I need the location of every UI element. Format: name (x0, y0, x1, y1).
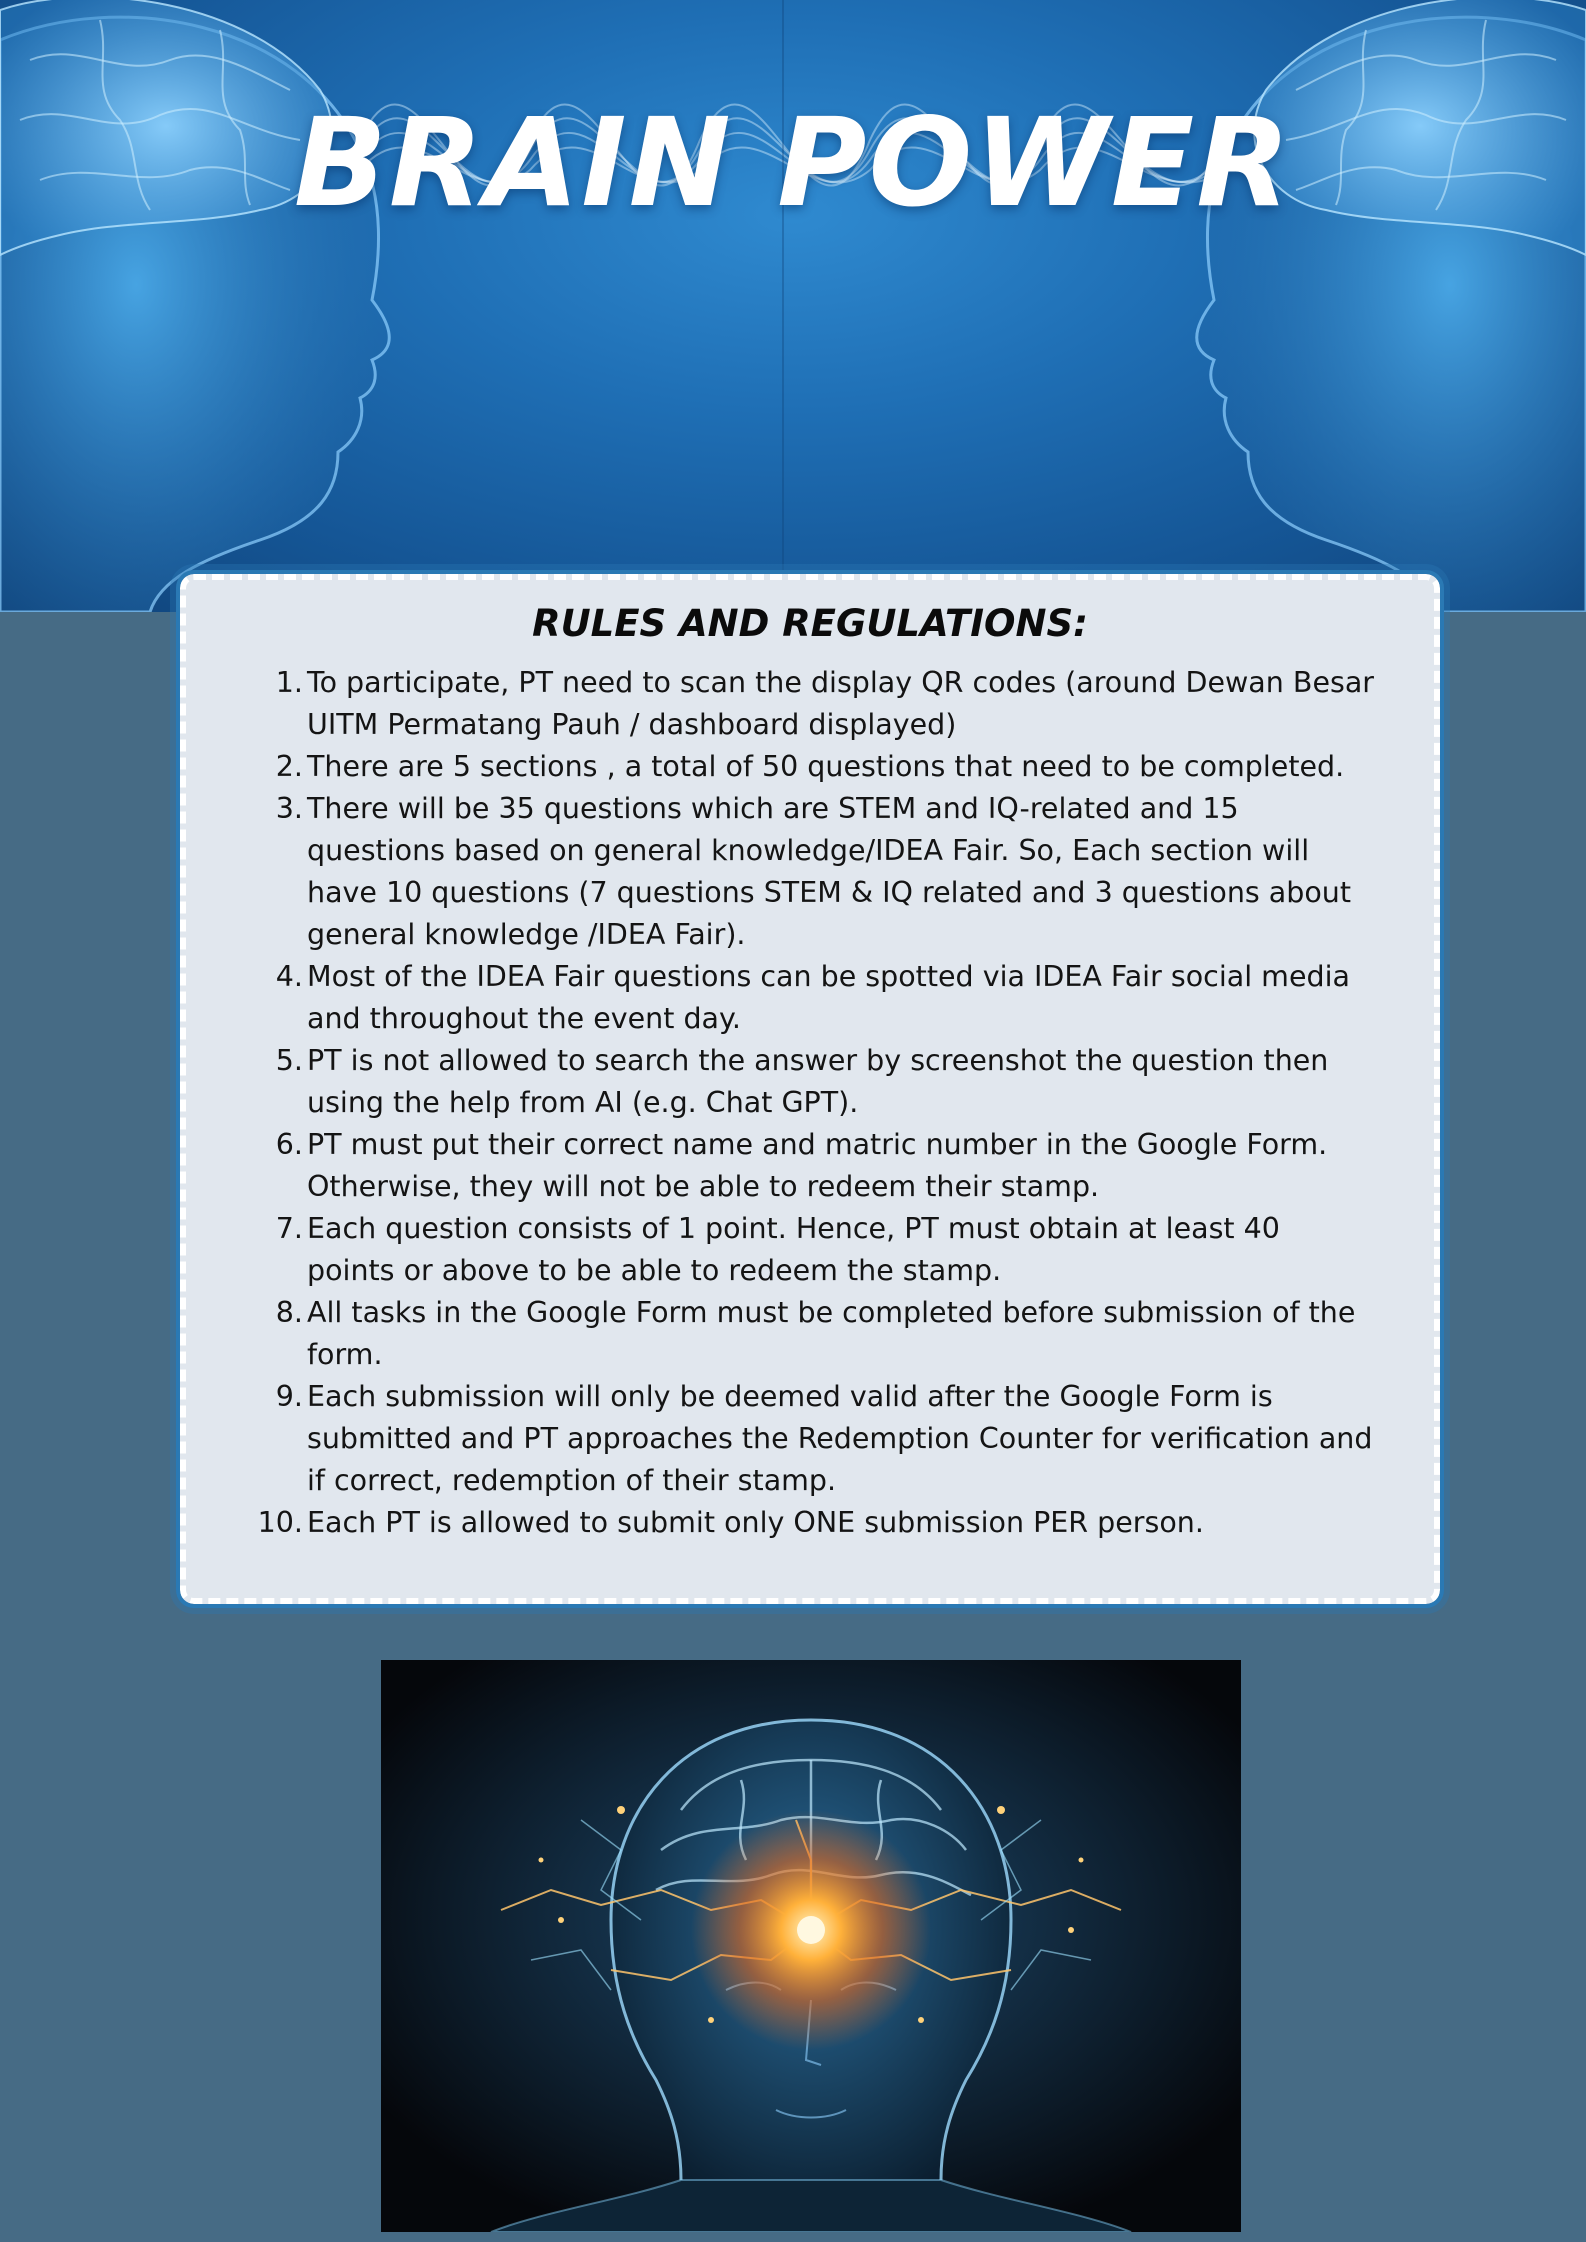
glowing-brain-image (381, 1660, 1241, 2232)
rule-number: 4. (275, 960, 303, 993)
rule-number: 9. (275, 1380, 303, 1413)
rule-number: 7. (275, 1212, 303, 1245)
rules-heading: RULES AND REGULATIONS: (532, 602, 1088, 645)
rule-text: Each question consists of 1 point. Hence, PT must obtain at least 40 points or above to be able to redeem the stamp. (307, 1212, 1280, 1287)
rule-item (186, 1040, 1376, 1124)
rule-text: PT is not allowed to search the answer by screenshot the question then using the help from AI (e.g. Chat GPT). (307, 1044, 1329, 1119)
rule-number: 10. (257, 1506, 303, 1539)
rule-number: 8. (275, 1296, 303, 1329)
rule-number: 5. (275, 1044, 303, 1077)
page-title: BRAIN POWER (293, 92, 1293, 234)
rule-item (186, 1502, 1376, 1544)
rule-item (186, 746, 1376, 788)
rules-list (186, 662, 1376, 1544)
rule-text: Most of the IDEA Fair questions can be spotted via IDEA Fair social media and throughout the event day. (307, 960, 1350, 1035)
rule-item (186, 1208, 1376, 1292)
glowing-brain-illustration (381, 1660, 1241, 2232)
rule-number: 1. (275, 666, 303, 699)
rule-text: Each PT is allowed to submit only ONE submission PER person. (307, 1506, 1204, 1539)
rule-number: 6. (275, 1128, 303, 1161)
rule-item (186, 788, 1376, 956)
rule-item (186, 1376, 1376, 1502)
rule-number: 3. (275, 792, 303, 825)
rule-item (186, 1292, 1376, 1376)
rule-text: PT must put their correct name and matric number in the Google Form. Otherwise, they will not be able to redeem their stamp. (307, 1128, 1328, 1203)
rule-item (186, 1124, 1376, 1208)
rule-item (186, 662, 1376, 746)
rule-text: There will be 35 questions which are STEM and IQ-related and 15 questions based on general knowledge/IDEA Fair. So, Each section will have 10 questions (7 questions STEM & IQ related and 3 questions about general knowledge /IDEA Fair). (307, 792, 1352, 951)
rule-text: To participate, PT need to scan the display QR codes (around Dewan Besar UITM Permatang Pauh / dashboard displayed) (307, 666, 1375, 741)
rule-item (186, 956, 1376, 1040)
rule-number: 2. (275, 750, 303, 783)
rule-text: All tasks in the Google Form must be completed before submission of the form. (307, 1296, 1356, 1371)
rule-text: Each submission will only be deemed valid after the Google Form is submitted and PT approaches the Redemption Counter for verification and if correct, redemption of their stamp. (307, 1380, 1373, 1497)
hero-banner (0, 0, 1586, 612)
rules-card (180, 574, 1440, 1604)
rule-text: There are 5 sections , a total of 50 questions that need to be completed. (307, 750, 1345, 783)
